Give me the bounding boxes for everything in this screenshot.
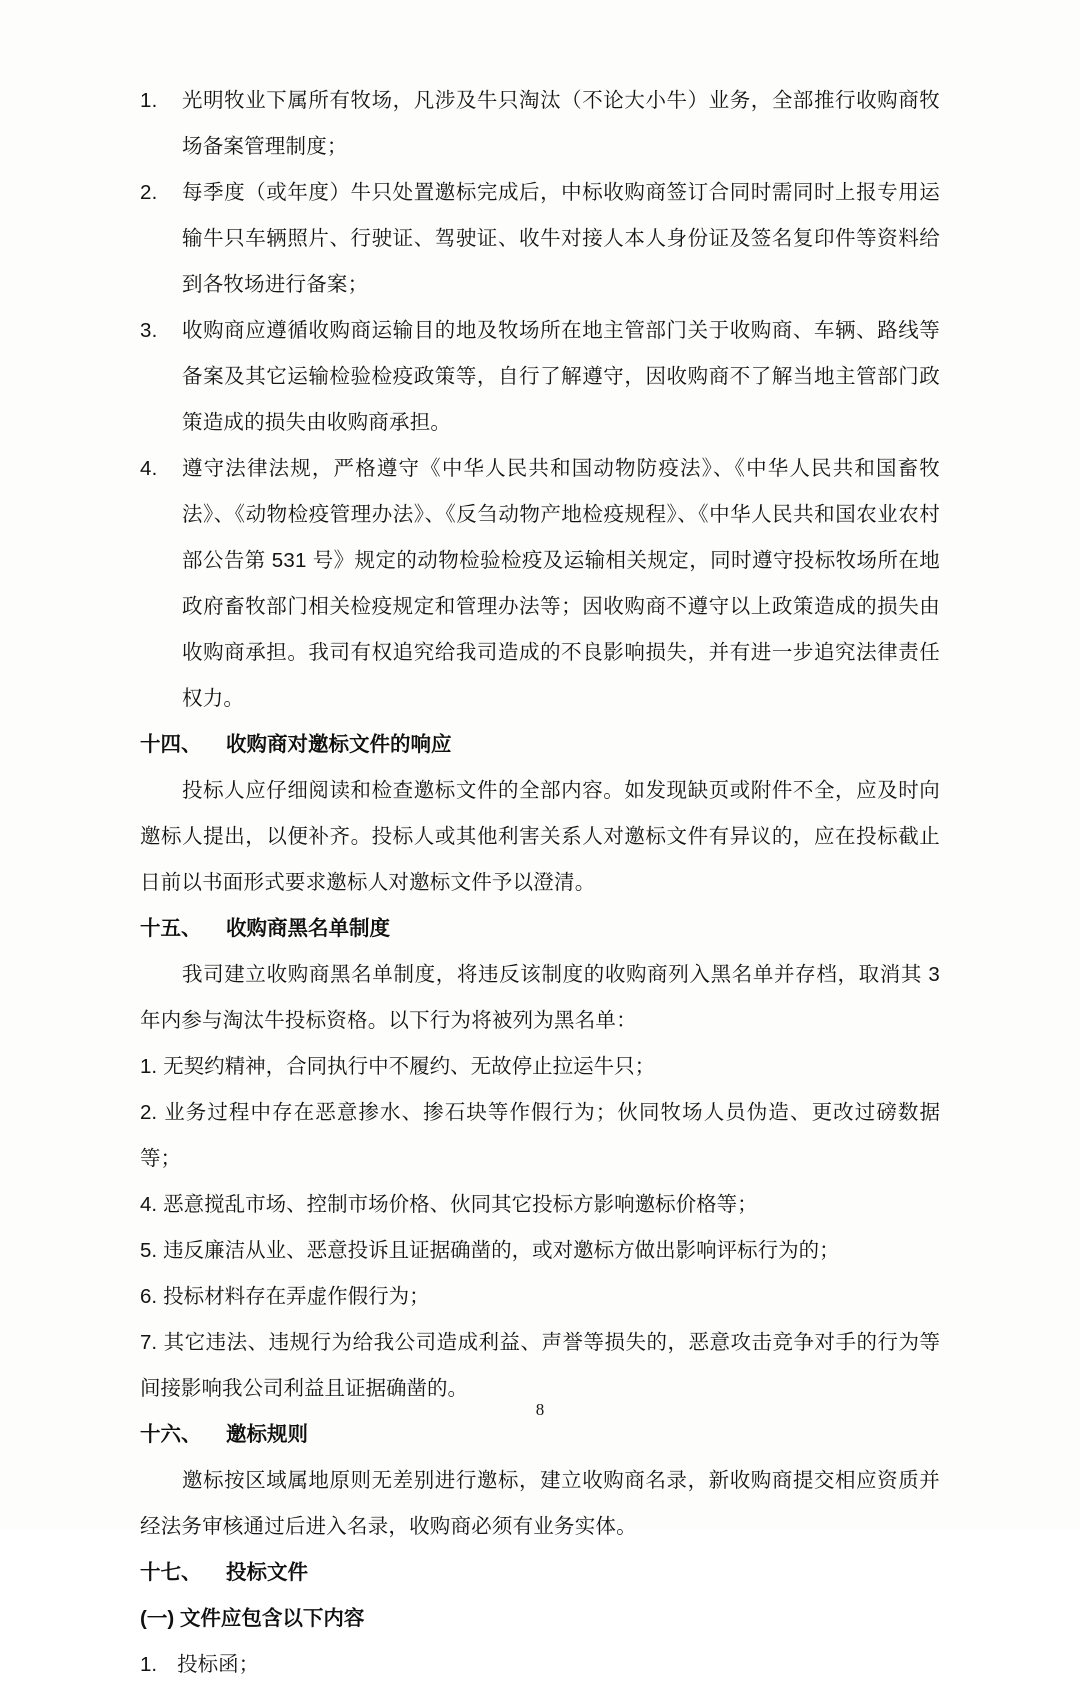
list-text: 遵守法律法规，严格遵守《中华人民共和国动物防疫法》、《中华人民共和国畜牧法》、《动物检疫管理办法》、《反刍动物产地检疫规程》、《中华人民共和国农业农村部公告第 531 号》规定的动物检验检疫及运输相关规定，同时遵守投标牧场所在地政府畜牧部门相关检疫规定和管理办法等；因收购商不遵守以上政策造成的损失由收购商承担。我司有权追究给我司造成的不良影响损失，并有进一步追究法律责任权力。 (182, 457, 940, 710)
section-number: 十四、 (140, 733, 202, 756)
section-paragraph: 邀标按区域属地原则无差别进行邀标，建立收购商名录，新收购商提交相应资质并经法务审核通过后进入名录，收购商必须有业务实体。 (140, 1469, 940, 1538)
section-title: 收购商黑名单制度 (226, 917, 390, 940)
section-paragraph: 投标人应仔细阅读和检查邀标文件的全部内容。如发现缺页或附件不全，应及时向邀标人提出，以便补齐。投标人或其他利害关系人对邀标文件有异议的，应在投标截止日前以书面形式要求邀标人对邀标文件予以澄清。 (140, 779, 940, 894)
list-text: 每季度（或年度）牛只处置邀标完成后，中标收购商签订合同时需同时上报专用运输牛只车辆照片、行驶证、驾驶证、收牛对接人本人身份证及签名复印件等资料给到各牧场进行备案； (182, 181, 940, 296)
list-text: 投标函； (177, 1653, 260, 1676)
list-item (140, 1642, 940, 1688)
list-item (140, 1044, 940, 1090)
section-title: 收购商对邀标文件的响应 (226, 733, 452, 756)
list-marker: 6. (140, 1285, 158, 1308)
list-text: 投标材料存在弄虚作假行为； (163, 1285, 430, 1308)
list-text: 违反廉洁从业、恶意投诉且证据确凿的，或对邀标方做出影响评标行为的； (163, 1239, 840, 1262)
list-text: 恶意搅乱市场、控制市场价格、伙同其它投标方影响邀标价格等； (163, 1193, 758, 1216)
list-text: 业务过程中存在恶意掺水、掺石块等作假行为；伙同牧场人员伪造、更改过磅数据等； (140, 1101, 940, 1170)
list-marker: 4. (140, 1193, 158, 1216)
list-text: 光明牧业下属所有牧场，凡涉及牛只淘汰（不论大小牛）业务，全部推行收购商牧场备案管理制度； (182, 89, 940, 158)
page-number: 8 (535, 1400, 545, 1419)
section-heading-14 (140, 722, 940, 768)
section-paragraph: 我司建立收购商黑名单制度，将违反该制度的收购商列入黑名单并存档，取消其 3 年内参与淘汰牛投标资格。以下行为将被列为黑名单： (140, 963, 940, 1032)
list-marker: 5. (140, 1239, 158, 1262)
numbered-paragraph (140, 308, 940, 446)
list-marker: 1. (140, 89, 158, 112)
numbered-paragraph (140, 446, 940, 722)
list-item (140, 1320, 940, 1412)
list-marker: 2. (140, 1101, 158, 1124)
list-marker: 1. (140, 1055, 158, 1078)
list-marker: 1. (140, 1653, 158, 1676)
list-marker: 4. (140, 457, 158, 480)
section-heading-15 (140, 906, 940, 952)
section-number: 十五、 (140, 917, 202, 940)
section-title: 投标文件 (226, 1561, 308, 1584)
page-content (140, 78, 940, 1688)
list-item (140, 1090, 940, 1182)
list-marker: 7. (140, 1331, 158, 1354)
list-text: 收购商应遵循收购商运输目的地及牧场所在地主管部门关于收购商、车辆、路线等备案及其它运输检验检疫政策等，自行了解遵守，因收购商不了解当地主管部门政策造成的损失由收购商承担。 (182, 319, 940, 434)
section-number: 十七、 (140, 1561, 202, 1584)
section-title: 邀标规则 (226, 1423, 308, 1446)
numbered-paragraph (140, 170, 940, 308)
section-subheading: (一) 文件应包含以下内容 (140, 1607, 365, 1630)
list-marker: 2. (140, 181, 158, 204)
list-marker: 3. (140, 319, 158, 342)
list-text: 无契约精神，合同执行中不履约、无故停止拉运牛只； (163, 1055, 656, 1078)
list-item (140, 1182, 940, 1228)
section-heading-17 (140, 1550, 940, 1596)
section-number: 十六、 (140, 1423, 202, 1446)
list-text: 其它违法、违规行为给我公司造成利益、声誉等损失的，恶意攻击竞争对手的行为等间接影响我公司利益且证据确凿的。 (140, 1331, 940, 1400)
list-item (140, 1228, 940, 1274)
numbered-paragraph (140, 78, 940, 170)
list-item (140, 1274, 940, 1320)
